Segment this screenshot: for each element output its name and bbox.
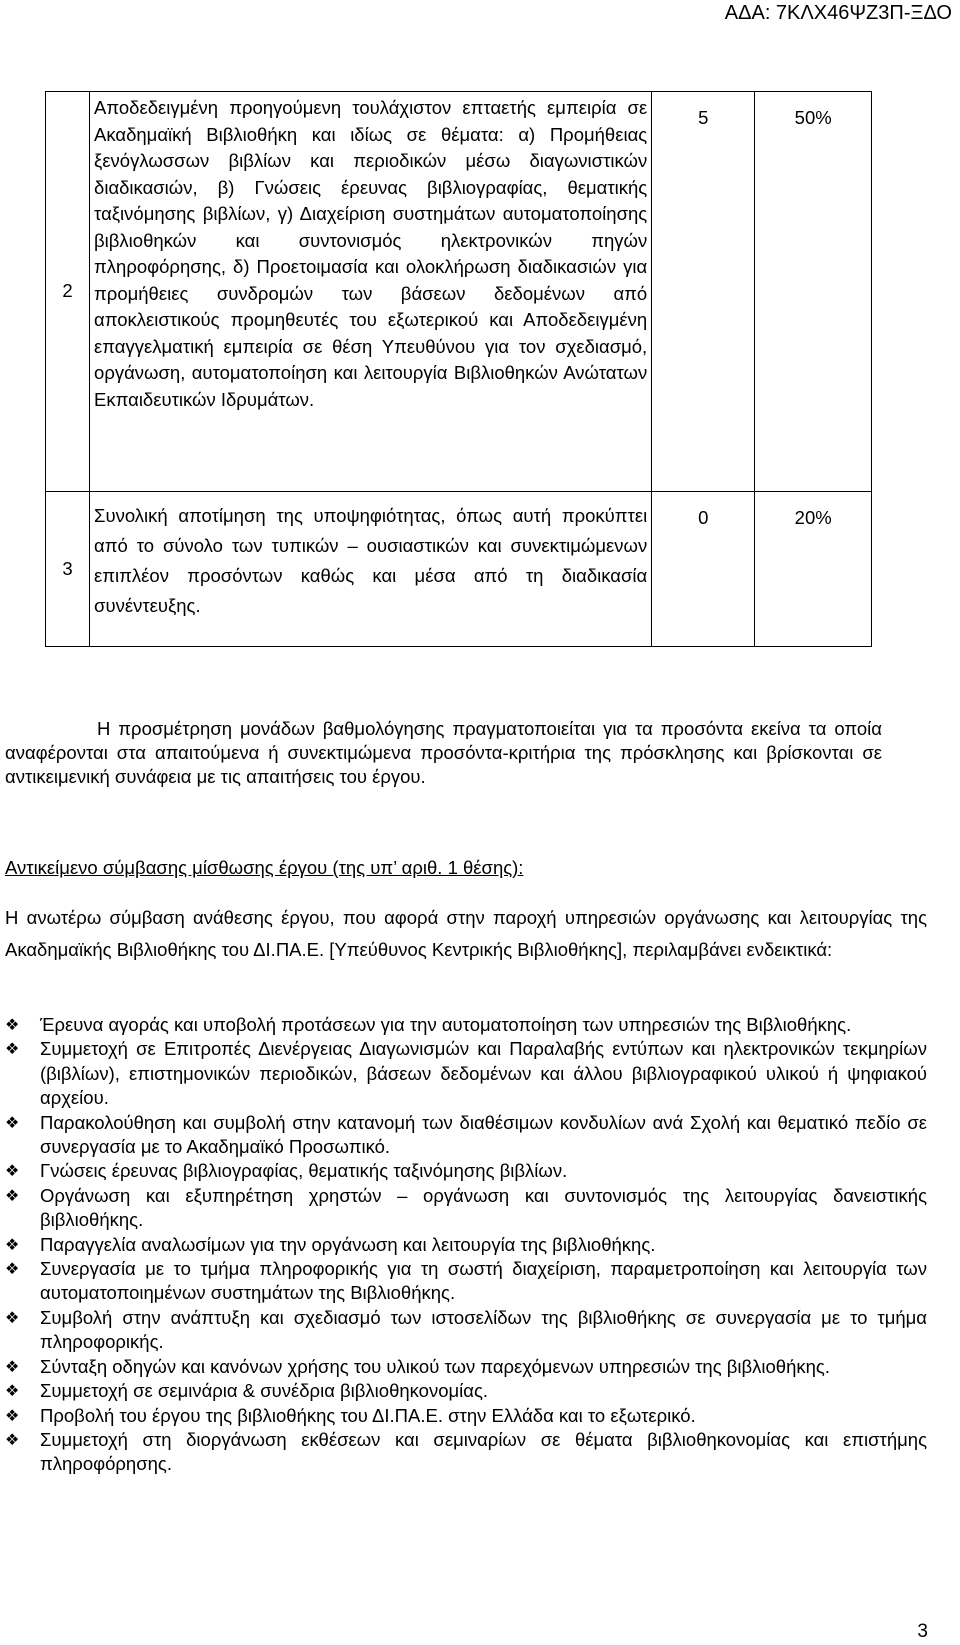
list-item: ❖ Προβολή του έργου της βιβλιοθήκης του ΔΙ.ΠΑ.Ε. στην Ελλάδα και το εξωτερικό.: [5, 1404, 927, 1428]
scoring-note-text: Η προσμέτρηση μονάδων βαθμολόγησης πραγματοποιείται για τα προσόντα εκείνα τα οποία αναφέρονται στα απαιτούμενα ή συνεκτιμώμενα προσόντα-κριτήρια της πρόσκλησης και βρίσκονται σε αντικειμενική συνάφεια με τις απαιτήσεις του έργου.: [5, 718, 882, 787]
criterion-weight: 20%: [755, 492, 872, 647]
intro-paragraph: Η ανωτέρω σύμβαση ανάθεσης έργου, που αφορά στην παροχή υπηρεσιών οργάνωσης και λειτουργίας της Ακαδημαϊκής Βιβλιοθήκης του ΔΙ.ΠΑ.Ε. [Υπεύθυνος Κεντρικής Βιβλιοθήκης], περιλαμβάνει ενδεικτικά:: [5, 907, 927, 960]
four-diamond-bullet-icon: ❖: [5, 1015, 20, 1034]
scoring-note: [5, 717, 882, 789]
list-item: ❖ Παραγγελία αναλωσίμων για την οργάνωση και λειτουργία της βιβλιοθήκης.: [5, 1233, 927, 1257]
four-diamond-bullet-icon: ❖: [5, 1161, 20, 1181]
list-item: ❖ Συμμετοχή σε σεμινάρια & συνέδρια βιβλιοθηκονομίας.: [5, 1379, 927, 1403]
criteria-table: [45, 91, 872, 647]
criterion-weight: 50%: [755, 92, 872, 492]
list-item: ❖ Συμβολή στην ανάπτυξη και σχεδιασμό των ιστοσελίδων της βιβλιοθήκης σε συνεργασία με το τμήμα πληροφορικής.: [5, 1306, 927, 1353]
list-item: ❖ Συμμετοχή σε Επιτροπές Διενέργειας Διαγωνισμών και Παραλαβής εντύπων και ηλεκτρονικών τεκμηρίων (βιβλίων), επιστημονικών περιοδικών, βάσεων δεδομένων και άλλου βιβλιογραφικού υλικού ή ψηφιακού αρχείου.: [5, 1038, 927, 1109]
criterion-number: 2: [46, 92, 90, 492]
four-diamond-bullet-icon: ❖: [5, 1234, 20, 1254]
list-item: ❖ Συνεργασία με το τμήμα πληροφορικής για τη σωστή διαχείριση, παραμετροποίηση και λειτουργία των αυτοματοποιημένων συστημάτων της Βιβλιοθήκης.: [5, 1258, 927, 1304]
duties-list: [5, 1013, 927, 1477]
criterion-description: Συνολική αποτίμηση της υποψηφιότητας, όπως αυτή προκύπτει από το σύνολο των τυπικών – ουσιαστικών και συνεκτιμώμενων επιπλέον προσόντων καθώς και μέσα από τη διαδικασία συνέντευξης.: [90, 492, 652, 647]
four-diamond-bullet-icon: ❖: [5, 1185, 20, 1205]
four-diamond-bullet-icon: ❖: [5, 1307, 20, 1327]
list-item: ❖ Σύνταξη οδηγών και κανόνων χρήσης του υλικού των παρεχόμενων υπηρεσιών της βιβλιοθήκης.: [5, 1355, 927, 1379]
ada-code: ΑΔΑ: 7ΚΛΧ46ΨΖ3Π-ΞΔΟ: [724, 2, 952, 24]
criterion-description: Αποδεδειγμένη προηγούμενη τουλάχιστον επταετής εμπειρία σε Ακαδημαϊκή Βιβλιοθήκη και ιδίως σε θέματα: α) Προμήθειας ξενόγλωσσων βιβλίων και περιοδικών μέσω διαγωνιστικών διαδικασιών, β) Γνώσεις έρευνας βιβλιογραφίας, θεματικής ταξινόμησης βιβλίων, γ) Διαχείριση συστημάτων αυτοματοποίησης βιβλιοθηκών και συντονισμός ηλεκτρονικών πηγών πληροφόρησης, δ) Προετοιμασία και ολοκλήρωση διαδικασιών για προμήθειες συνδρομών των βάσεων δεδομένων από αποκλειστικούς προμηθευτές του εξωτερικού και Αποδεδειγμένη επαγγελματική εμπειρία σε θέση Υπευθύνου για τον σχεδιασμό, οργάνωση, αυτοματοποίηση και λειτουργία Βιβλιοθηκών Ανώτατων Εκπαιδευτικών Ιδρυμάτων.: [90, 92, 652, 492]
list-item: ❖ Γνώσεις έρευνας βιβλιογραφίας, θεματικής ταξινόμησης βιβλίων.: [5, 1159, 927, 1183]
list-item: ❖ Συμμετοχή στη διοργάνωση εκθέσεων και σεμιναρίων σε θέματα βιβλιοθηκονομίας και επιστήμης πληροφόρησης.: [5, 1428, 927, 1475]
list-item: ❖ Οργάνωση και εξυπηρέτηση χρηστών – οργάνωση και συντονισμός της λειτουργίας δανειστικής βιβλιοθήκης.: [5, 1184, 927, 1231]
four-diamond-bullet-icon: ❖: [5, 1429, 20, 1449]
four-diamond-bullet-icon: ❖: [5, 1259, 20, 1279]
four-diamond-bullet-icon: ❖: [5, 1112, 20, 1132]
criterion-points: 0: [652, 492, 755, 647]
page-number: 3: [917, 1621, 928, 1642]
subject-heading: Αντικείμενο σύμβασης μίσθωσης έργου (της υπ’ αριθ. 1 θέσης):: [5, 857, 524, 878]
list-item: ❖ Παρακολούθηση και συμβολή στην κατανομή των διαθέσιμων κονδυλίων ανά Σχολή και θεματικό πεδίο σε συνεργασία με το Ακαδημαϊκό Προσωπικό.: [5, 1111, 927, 1158]
table-row: [46, 492, 872, 647]
four-diamond-bullet-icon: ❖: [5, 1381, 20, 1401]
table-row: [46, 92, 872, 492]
criterion-points: 5: [652, 92, 755, 492]
four-diamond-bullet-icon: ❖: [5, 1405, 20, 1425]
list-item: ❖ Έρευνα αγοράς και υποβολή προτάσεων για την αυτοματοποίηση των υπηρεσιών της Βιβλιοθήκης.: [5, 1013, 927, 1037]
four-diamond-bullet-icon: ❖: [5, 1356, 20, 1376]
criterion-number: 3: [46, 492, 90, 647]
four-diamond-bullet-icon: ❖: [5, 1039, 20, 1059]
